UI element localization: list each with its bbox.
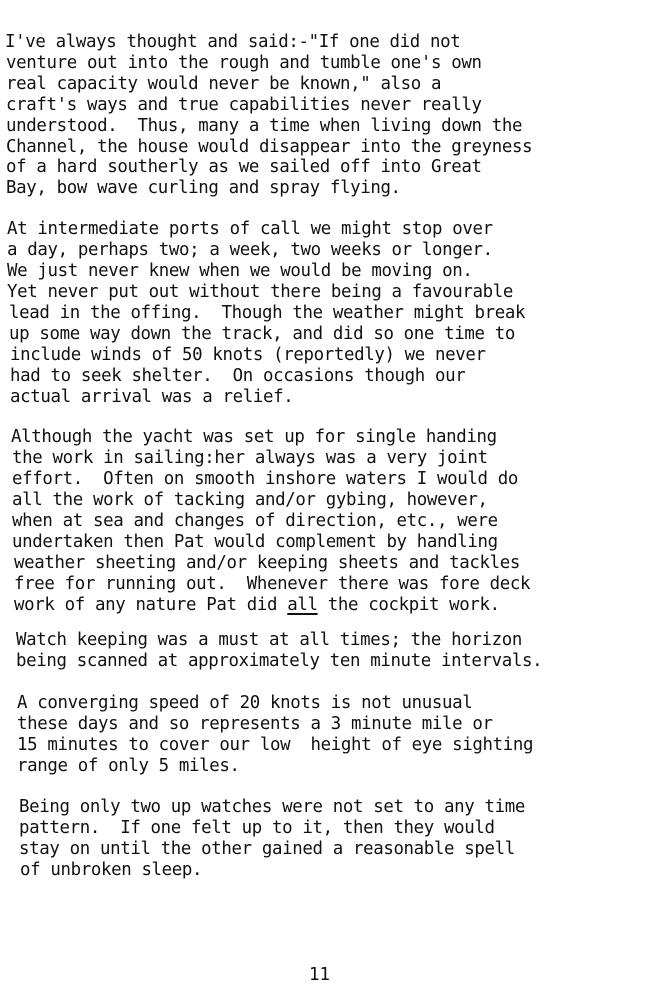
text-line: undertaken then Pat would complement by handling (12, 532, 498, 552)
text-line: up some way down the track, and did so one time to (9, 324, 516, 344)
text-line: A converging speed of 20 knots is not unusual (17, 693, 473, 713)
text-line: At intermediate ports of call we might stop over (7, 219, 493, 239)
text-line: of unbroken sleep. (20, 860, 203, 880)
text-line: include winds of 50 knots (reportedly) we never (10, 345, 486, 365)
text-line: Being only two up watches were not set to any time (19, 797, 526, 817)
text-line: being scanned at approximately ten minute intervals. (16, 651, 543, 671)
text-run: the cockpit work. (317, 595, 500, 615)
text-line: real capacity would never be known," also a (6, 74, 442, 94)
page-number: 11 (309, 965, 330, 985)
text-line: of a hard southerly as we sailed off into Great (6, 157, 482, 177)
text-line: these days and so represents a 3 minute mile or (17, 714, 493, 734)
text-line: range of only 5 miles. (17, 756, 240, 776)
text-line: all the work of tacking and/or gybing, however, (12, 490, 488, 510)
text-line: I've always thought and said:-"If one did not (5, 32, 461, 52)
text-line: a day, perhaps two; a week, two weeks or longer. (7, 240, 493, 260)
text-line: Although the yacht was set up for single handing (11, 427, 497, 447)
text-line: stay on until the other gained a reasonable spell (19, 839, 515, 859)
text-line: weather sheeting and/or keeping sheets and tackles (14, 553, 521, 573)
text-line: lead in the offing. Though the weather might break (9, 303, 526, 323)
text-line: 15 minutes to cover our low height of eye sighting (17, 735, 534, 755)
text-line: free for running out. Whenever there was fore deck (14, 574, 531, 594)
text-line: Channel, the house would disappear into the greyness (6, 137, 533, 157)
text-line: pattern. If one felt up to it, then they would (19, 818, 495, 838)
text-line: venture out into the rough and tumble one's own (6, 53, 482, 73)
text-line: Bay, bow wave curling and spray flying. (6, 178, 401, 198)
text-line: understood. Thus, many a time when living down the (6, 116, 523, 136)
text-line: craft's ways and true capabilities never really (6, 95, 482, 115)
underlined-word: all (287, 595, 318, 615)
text-line: effort. Often on smooth inshore waters I would do (12, 469, 519, 489)
text-line: had to seek shelter. On occasions though our (10, 366, 466, 386)
text-line: actual arrival was a relief. (10, 387, 294, 407)
text-line: when at sea and changes of direction, etc., were (12, 511, 498, 531)
text-run: work of any nature Pat did (14, 595, 288, 615)
text-line: Watch keeping was a must at all times; the horizon (16, 630, 523, 650)
text-line-with-underline (14, 595, 500, 615)
text-line: the work in sailing:her always was a very joint (12, 448, 488, 468)
text-line: We just never knew when we would be moving on. (7, 261, 473, 281)
text-line: Yet never put out without there being a favourable (7, 282, 514, 302)
